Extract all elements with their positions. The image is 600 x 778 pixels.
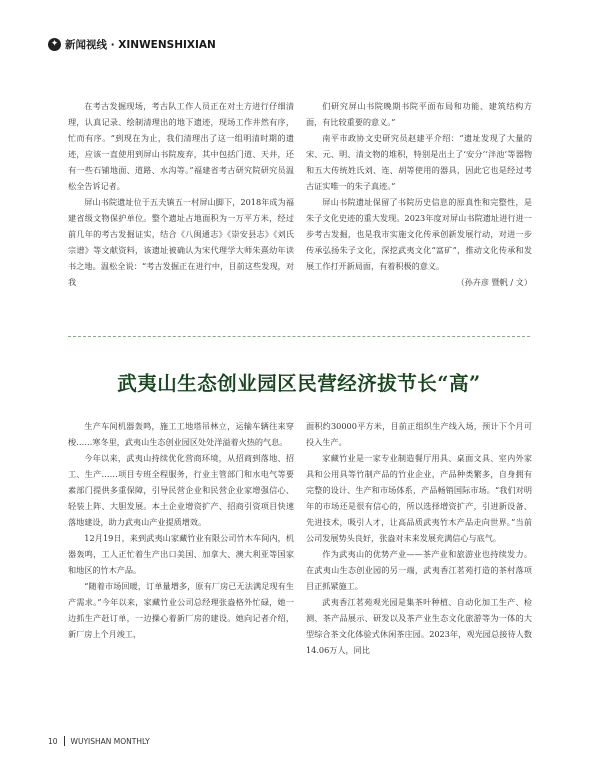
section-title: 新闻视线 · XINWENSHIXIAN: [65, 38, 216, 51]
article-paragraph: 们研究屏山书院晚期书院平面布局和功能、建筑结构方面，有比较重要的意义。”: [306, 101, 532, 127]
article-paragraph: 今年以来，武夷山持续优化营商环境，从招商到落地、招工、生产……项目专班全程服务，行业主管部门和水电气等要素部门提供多重保障，引导民营企业和民营企业家增强信心、轻装上阵、大胆发展。本土企业增资扩产、招商引资项目快速落地建设，助力武夷山产业提质增效。: [68, 453, 294, 527]
article1-left-column: [68, 98, 294, 290]
article2-left-column: [68, 418, 294, 642]
article-paragraph: 屏山书院遗址保留了书院历史信息的原真性和完整性，是朱子文化史迹的重大发现。2023年度对屏山书院遗址进行进一步考古发掘，也是我市实施文化传承创新发展行动，对进一步传承弘扬朱子文化，深挖武夷文化“富矿”，推动文化传承和发展工作打开新局面，有着积极的意义。: [306, 197, 532, 271]
page-number: 10: [48, 736, 58, 746]
publication-name: WUYISHAN MONTHLY: [70, 736, 150, 746]
page-footer: [48, 735, 150, 747]
article-paragraph: 南平市政协文史研究员赵建平介绍：“遗址发现了大量的宋、元、明、清文物的堆积，特别是出土了‘安分’‘泮池’等器物和五大传统姓氏刘、连、胡等使用的器具，因此它也是经过考古证实唯一的朱子真迹。”: [306, 133, 532, 191]
section-divider: [68, 336, 530, 337]
article-paragraph: 12月19日，来到武夷山家藏竹业有限公司竹木车间内，机器轰鸣，工人正忙着生产出口美国、加拿大、澳大利亚等国家和地区的竹木产品。: [68, 533, 294, 575]
article-paragraph: 在考古发掘现场，考古队工作人员正在对土方进行仔细清理，认真记录、绘制清理出的地下遗迹，现场工作井然有序，忙而有序。“到现在为止，我们清理出了这一组明清时期的遗迹，应该一直使用到屏山书院废弃，其中包括门道、天井，还有一些石铺地面、道路、水沟等。”福建省考古研究院研究员温松全告诉记者。: [68, 101, 294, 191]
article-paragraph: 生产车间机器轰鸣，施工工地塔吊林立，运输车辆往来穿梭……寒冬里，武夷山生态创业园区处处洋溢着火热的气息。: [68, 421, 294, 447]
article-paragraph: 武夷香江茗苑观光园是集茶叶种植、自动化加工生产、检测、茶产品展示、研发以及茶产业生态文化旅游等为一体的大型综合茶文化体验式休闲茶庄园。2023年，观光园总接待人数14.06万人，同比: [306, 597, 532, 655]
article-paragraph: 家藏竹业是一家专业制造餐厅用具、桌面文具、室内外家具和公用具等竹制产品的竹业企业，产品种类繁多，自身拥有完整的设计、生产和市场体系，产品畅销国际市场。“我们对明年的市场还是很有信心的，所以选择增资扩产，引进新设备、先进技术，吸引人才，让高品质武夷竹木产品走向世界。”当前公司发展势头良好，张盎对未来发展充满信心与底气。: [306, 453, 532, 543]
article-paragraph: 屏山书院遗址位于五夫镇五一村屏山脚下，2018年成为福建省级文物保护单位。整个遗址占地面积为一万平方米，经过前几年的考古发掘证实，结合《八闽通志》《崇安县志》《刘氏宗谱》等文献资料，该遗址被确认为宋代理学大师朱熹幼年读书之地。温松全说：“考古发掘正在进行中，目前这些发现，对我: [68, 197, 294, 287]
magazine-logo-icon: ✦: [48, 38, 61, 51]
article1-right-column: [306, 98, 532, 290]
article2-headline: 武夷山生态创业园区民营经济拔节长“高”: [117, 372, 481, 395]
footer-divider: [64, 736, 65, 746]
article-byline: （孙卉彦 暨帆 / 文）: [456, 277, 532, 287]
article-paragraph: 作为武夷山的优势产业——茶产业和旅游业也持续发力。在武夷山生态创业园的另一端，武夷香江茗苑打造的茶村落项目正抓紧施工。: [306, 549, 532, 591]
page-header: [48, 36, 216, 52]
article-paragraph: “随着市场回暖，订单量增多，原有厂房已无法满足现有生产需求。”今年以来，家藏竹业公司总经理张盎格外忙碌，她一边抓生产赶订单，一边操心着新厂房的建设。她向记者介绍，新厂房上个月竣工，: [68, 581, 294, 639]
article2-right-column: [306, 418, 532, 658]
article-paragraph: 面积约30000平方米，目前正组织生产线入场，预计下个月可投入生产。: [306, 421, 532, 447]
